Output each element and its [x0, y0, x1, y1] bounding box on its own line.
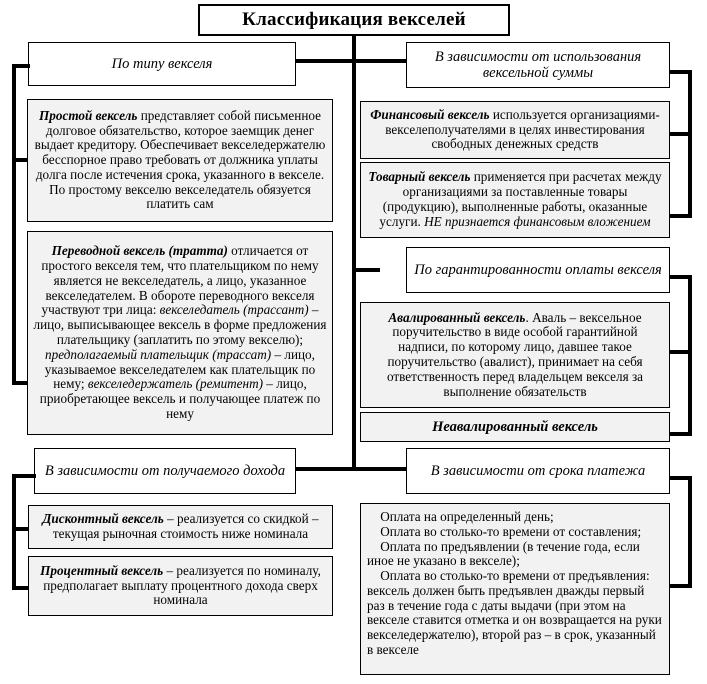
leaf-lead: Дисконтный вексель — [42, 511, 164, 527]
branch-header-label: В зависимости от получаемого дохода — [44, 462, 286, 479]
leaf-srok-platezha-list — [360, 503, 670, 675]
leaf-rest: отличается от простого векселя тем, что плательщиком по нему является не векселедатель, а лицо, указанное векселедателем. В обороте переводного векселя участвуют три лица: — [41, 243, 319, 318]
bracket-ispolzovanie-arm-top — [670, 70, 692, 74]
leaf-avalirovanny-veksel — [360, 302, 670, 408]
leaf-rest: представляет собой письменное долговое обязательство, которое заемщик денег выдает кредитору. Обеспечивает векселедержателю бесспорное право требовать от должника уплаты долга после истечения срока, указанного в векселе. По простому векселю векселедатель обязуется платить сам — [34, 107, 326, 212]
leaf-lead: Товарный вексель — [368, 169, 471, 185]
leaf-lead: Финансовый вексель — [370, 106, 490, 122]
bracket-po-tipu-vertical — [12, 64, 16, 385]
leaf-finansovy-veksel — [360, 101, 670, 159]
leaf-neavalirovanny-veksel — [360, 412, 670, 442]
bracket-garantirovannost-vertical — [688, 275, 692, 436]
branch-header-po-tipu — [28, 42, 296, 86]
leaf-ital-1: НЕ признается финансовым вложением — [424, 213, 651, 229]
leaf-label: Неавалированный вексель — [432, 418, 598, 435]
leaf-rest-3: – лицо, указываемое векселедателем как плательщик по нему; — [44, 346, 316, 392]
bracket-garantirovannost-arm-1 — [670, 350, 692, 354]
branch-header-garantirovannost — [406, 247, 670, 293]
leaf-rest: – реализуется со скидкой – текущая рыночная стоимость ниже номинала — [52, 511, 319, 541]
bracket-srok-arm-1 — [670, 584, 692, 588]
leaf-prostoy-veksel — [27, 99, 333, 222]
leaf-perevodnoy-veksel — [27, 231, 333, 435]
bracket-ispolzovanie-arm-2 — [670, 214, 692, 218]
leaf-rest-4: – лицо, приобретающее вексель и получающее платеж по нему — [39, 376, 321, 421]
leaf-lead: Авалированный вексель — [388, 309, 526, 325]
branch-header-srok-platezha — [406, 448, 670, 494]
branch-header-label: В зависимости от срока платежа — [430, 462, 646, 479]
bracket-srok-vertical — [688, 476, 692, 588]
bracket-po-tipu-arm-top — [12, 64, 30, 68]
leaf-rest: используется организациями-векселеполучателями в целях инвестирования свободных денежных средств — [385, 106, 660, 152]
leaf-lead: Процентный вексель — [40, 562, 164, 578]
branch-header-label: По гарантированности оплаты векселя — [414, 261, 662, 278]
bracket-srok-arm-top — [670, 476, 692, 480]
leaf-protsentny-veksel — [28, 556, 333, 616]
leaf-lead: Простой вексель — [39, 107, 138, 123]
leaf-lead: Переводной вексель (тратта) — [51, 243, 228, 259]
leaf-ital-3: векселедержатель (ремитент) — [87, 376, 263, 392]
bracket-ispolzovanie-arm-1 — [670, 132, 692, 136]
connector-spine-middle — [352, 59, 356, 471]
bracket-garantirovannost-arm-top — [670, 275, 692, 279]
diagram-title-box — [198, 4, 510, 36]
branch-header-ispolzovanie-summy — [406, 42, 670, 88]
branch-header-poluchaemy-dohod — [34, 448, 296, 494]
diagram-title: Классификация векселей — [242, 9, 466, 31]
connector-stub-garantirovannost — [352, 268, 380, 272]
branch-header-label: В зависимости от использования вексельной суммы — [434, 48, 642, 81]
bracket-dohod-vertical — [12, 474, 16, 590]
leaf-rest: . Аваль – вексельное поручительство в виде особой гарантийной надписи, по которому лицо, давшее такое поручительство (авалист), принимает на себя ответственность перед владельцем векселя за выполнение обязательств — [386, 309, 644, 399]
leaf-diskontny-veksel — [28, 505, 333, 549]
leaf-tovarny-veksel — [360, 162, 670, 238]
bracket-dohod-arm-top — [12, 474, 36, 478]
leaf-ital-1: векселедатель (трассант) — [159, 302, 309, 318]
bracket-ispolzovanie-vertical — [688, 70, 692, 218]
leaf-rest: применяется при расчетах между организациями за поставленные товары (продукцию), выполненные работы, оказанные услуги. — [379, 169, 662, 229]
leaf-ital-2: предполагаемый плательщик (трассат) — [45, 346, 272, 362]
leaf-text: Оплата на определенный день; Оплата во столько-то времени от составления; Оплата по предъявлении (в течение года, если иное не указано в векселе); Оплата во столько-то времени от предъявления: вексель должен быть предъявлен дважды первый раз в течение года с даты выдачи (при этом на векселе ставится отметка и он возвращается на руки векселедержателю), второй раз – в срок, указанный в векселе — [367, 509, 662, 658]
leaf-rest-2: – лицо, выписывающее вексель в форме предложения плательщику (заплатить по этому векселю); — [33, 302, 327, 347]
bracket-garantirovannost-arm-2 — [670, 432, 692, 436]
branch-header-label: По типу векселя — [111, 55, 213, 72]
leaf-rest: – реализуется по номиналу, предполагает выплату процентного дохода сверх номинала — [43, 562, 321, 608]
